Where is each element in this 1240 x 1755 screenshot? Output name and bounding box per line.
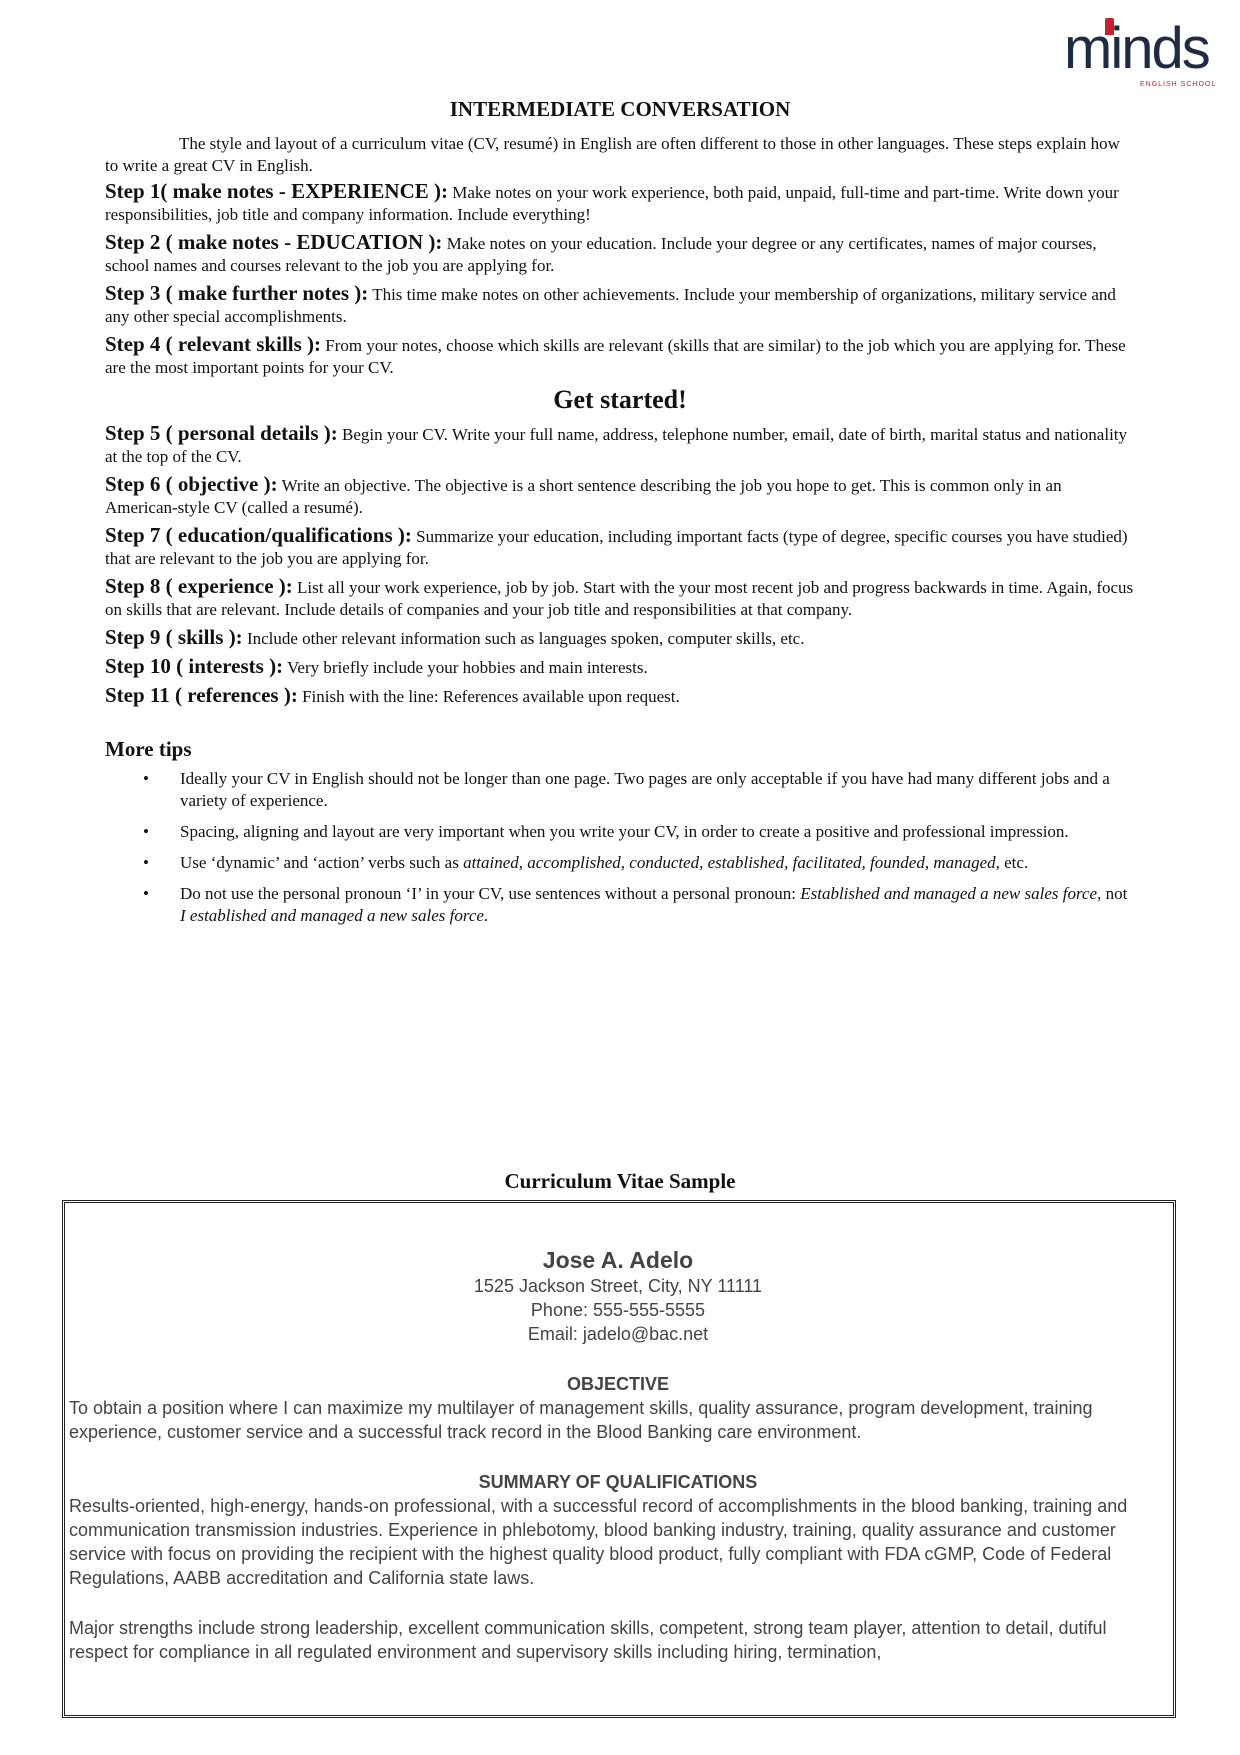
cv-objective-text: To obtain a position where I can maximize my multilayer of management skills, quality assurance, program development, training experience, customer service and a successful track record in the Blood Banking care environment. <box>69 1398 1093 1442</box>
get-started-heading: Get started! <box>553 385 687 414</box>
step-text: Summarize your education, including important facts (type of degree, specific courses you have studied) that are relevant to the job you are applying for. <box>105 527 1128 568</box>
step-text: Begin your CV. Write your full name, address, telephone number, email, date of birth, marital status and nationality at the top of the CV. <box>105 425 1128 466</box>
bullet-icon: • <box>143 769 149 788</box>
cv-sample-box <box>62 1200 1176 1718</box>
tip-text: Do not use the personal pronoun ‘I’ in your CV, use sentences without a personal pronoun: <box>180 884 801 903</box>
logo-word: minds <box>1064 16 1209 81</box>
cv-strengths-text: Major strengths include strong leadership, excellent communication skills, competent, strong team player, attention to detail, dutiful respect for compliance in all regulated environment and supervisory skills including hiring, termination, <box>69 1618 1107 1662</box>
tip-item <box>105 883 1135 927</box>
step-heading: Step 3 ( make further notes ): <box>105 281 369 305</box>
step-heading: Step 4 ( relevant skills ): <box>105 332 322 356</box>
tip-item <box>105 852 1135 874</box>
tip-italic-text: I established and managed a new sales force <box>180 906 484 925</box>
cv-objective-heading: OBJECTIVE <box>566 1374 670 1394</box>
tip-text: . <box>483 906 489 925</box>
step-text: From your notes, choose which skills are relevant (skills that are similar) to the job which you are applying for. These are the most important points for your CV. <box>105 336 1126 377</box>
step-text: Finish with the line: References available upon request. <box>297 687 680 706</box>
step-6 <box>105 473 1135 519</box>
tip-text: not <box>1101 884 1128 903</box>
cv-summary-heading: SUMMARY OF QUALIFICATIONS <box>478 1472 758 1492</box>
tips-list <box>105 768 1135 927</box>
tip-text: Use ‘dynamic’ and ‘action’ verbs such as <box>180 853 464 872</box>
cv-phone: Phone: 555-555-5555 <box>530 1300 706 1320</box>
step-heading: Step 10 ( interests ): <box>105 654 284 678</box>
step-5 <box>105 422 1135 468</box>
step-heading: Step 5 ( personal details ): <box>105 421 338 445</box>
cv-sample-content <box>69 1247 1167 1664</box>
cv-email: Email: jadelo@bac.net <box>527 1324 709 1344</box>
tip-item <box>105 768 1135 812</box>
step-text: Include other relevant information such as languages spoken, computer skills, etc. <box>242 629 805 648</box>
step-heading: Step 8 ( experience ): <box>105 574 293 598</box>
main-content <box>105 133 1135 936</box>
step-text: List all your work experience, job by job. Start with the your most recent job and progress backwards in time. Again, focus on skills that are relevant. Include details of companies and your job title and responsibilities at that company. <box>105 578 1134 619</box>
step-1 <box>105 180 1135 226</box>
intro-paragraph: The style and layout of a curriculum vitae (CV, resumé) in English are often different to those in other languages. These steps explain how to write a great CV in English. <box>105 134 1120 175</box>
step-9 <box>105 626 1135 650</box>
step-2 <box>105 231 1135 277</box>
bullet-icon: • <box>143 853 149 872</box>
tip-italic-text: Established and managed a new sales force, <box>800 884 1102 903</box>
step-8 <box>105 575 1135 621</box>
minds-logo <box>1050 16 1217 90</box>
step-text: This time make notes on other achievements. Include your membership of organizations, military service and any other special accomplishments. <box>105 285 1116 326</box>
more-tips-heading: More tips <box>105 737 192 761</box>
tip-text: , etc. <box>995 853 1029 872</box>
step-text: Make notes on your work experience, both paid, unpaid, full-time and part-time. Write down your responsibilities, job title and company information. Include everything! <box>105 183 1119 224</box>
cv-summary-text: Results-oriented, high-energy, hands-on professional, with a successful record of accomplishments in the blood banking, training and communication transmission industries. Experience in phlebotomy, blood banking industry, training, quality assurance and customer service with focus on providing the recipient with the highest quality blood product, fully compliant with FDA cGMP, Code of Federal Regulations, AABB accreditation and California state laws. <box>69 1496 1128 1588</box>
page-title: INTERMEDIATE CONVERSATION <box>449 97 791 121</box>
bullet-icon: • <box>143 822 149 841</box>
step-text: Very briefly include your hobbies and main interests. <box>283 658 648 677</box>
step-heading: Step 11 ( references ): <box>105 683 298 707</box>
tip-item <box>105 821 1135 843</box>
step-3 <box>105 282 1135 328</box>
step-heading: Step 7 ( education/qualifications ): <box>105 523 412 547</box>
step-heading: Step 2 ( make notes - EDUCATION ): <box>105 230 443 254</box>
step-7 <box>105 524 1135 570</box>
step-11 <box>105 684 1135 708</box>
tip-text: Spacing, aligning and layout are very important when you write your CV, in order to create a positive and professional impression. <box>180 822 1069 841</box>
tip-italic-text: attained, accomplished, conducted, established, facilitated, founded, managed <box>463 853 996 872</box>
step-heading: Step 1( make notes - EXPERIENCE ): <box>105 179 448 203</box>
step-heading: Step 6 ( objective ): <box>105 472 278 496</box>
step-10 <box>105 655 1135 679</box>
tip-text: Ideally your CV in English should not be longer than one page. Two pages are only acceptable if you have had many different jobs and a variety of experience. <box>180 769 1110 810</box>
bullet-icon: • <box>143 884 149 903</box>
cv-sample-title: Curriculum Vitae Sample <box>504 1169 736 1193</box>
cv-name: Jose A. Adelo <box>542 1247 694 1273</box>
step-4 <box>105 333 1135 379</box>
logo-subtitle: ENGLISH SCHOOL <box>1140 81 1217 88</box>
cv-address: 1525 Jackson Street, City, NY 11111 <box>473 1276 763 1296</box>
step-heading: Step 9 ( skills ): <box>105 625 243 649</box>
step-text: Write an objective. The objective is a short sentence describing the job you hope to get. This is common only in an American-style CV (called a resumé). <box>105 476 1062 517</box>
step-text: Make notes on your education. Include your degree or any certificates, names of major courses, school names and courses relevant to the job you are applying for. <box>105 234 1097 275</box>
